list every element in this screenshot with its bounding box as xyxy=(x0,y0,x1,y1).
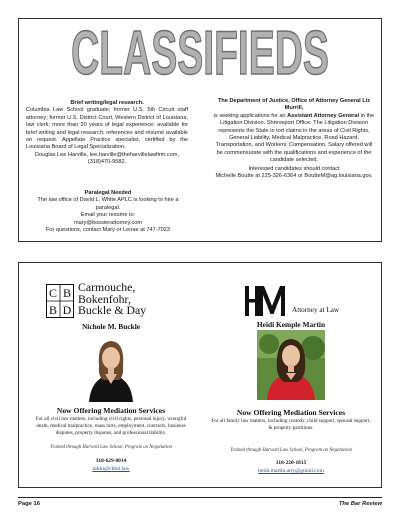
footer-divider xyxy=(18,497,382,498)
offer-description: For all civil law matters, including civil rights, personal injury, wrongful death, medical malpractice, mass torts, employment, contracts, business disputes, property disputes, and professional liability. xyxy=(35,416,187,437)
ad-email: mary@bossierattorney.com xyxy=(73,219,143,226)
hm-monogram-icon xyxy=(244,284,290,318)
mediation-ad-buckle xyxy=(24,268,198,484)
svg-text:D: D xyxy=(62,303,72,317)
ad-department-of-justice xyxy=(212,98,376,180)
firm-name-line: Bokenfohr, xyxy=(78,291,131,306)
attorney-name: Heidi Kemple Martin xyxy=(256,320,326,329)
classifieds-title: CLASSIFIEDS xyxy=(71,18,329,86)
cbbd-monogram-icon xyxy=(46,284,74,318)
classifieds-banner xyxy=(18,14,382,86)
firm-logo xyxy=(46,282,186,322)
ad-contact-phone: (318)470-9582. xyxy=(87,159,127,166)
firm-title: Attorney at Law xyxy=(292,306,340,314)
firm-logo xyxy=(244,284,364,318)
ad-contact-email: Michelle Boutte at 225-326-6364 or BoutteM@ag.louisiana.gov. xyxy=(215,173,373,180)
firm-name-line: Buckle & Day xyxy=(78,303,147,318)
email-link[interactable]: nikki@cbbd.law xyxy=(92,466,130,472)
ad-line: For questions, contact Mary or Lenae at 747-7023 xyxy=(45,227,171,234)
svg-text:B: B xyxy=(48,303,58,317)
ad-heading: Brief writing/legal research. xyxy=(70,100,144,106)
page-number: Page 16 xyxy=(18,501,40,507)
training-note: Trained through Harvard Law School, Program on Negotiation xyxy=(230,448,352,453)
ad-body-text-cont: in the Litigation Division, Shreveport Office. The Litigation Division represents the State in tort claims in the areas of Civil Rights, General Liability, Medical Malpractice, Road Hazard, Transportation, and Workers' Compensation. Salary offered will be commensurate with the qualifications and experience of the candidate selected. xyxy=(215,112,375,164)
phone-number: 318-629-0014 xyxy=(95,458,127,464)
ad-body xyxy=(212,113,376,165)
ad-heading xyxy=(212,98,376,113)
mediation-ad-martin xyxy=(204,268,378,484)
svg-text:C: C xyxy=(48,286,58,300)
ad-body-text: is seeking applications for an xyxy=(213,112,288,119)
ad-contact: Interested candidates should contact xyxy=(248,165,340,172)
offer-description: For all family law matters, including custody, child support, spousal support, & property partitions. xyxy=(211,418,371,432)
firm-name xyxy=(78,282,146,317)
ad-contact: Douglas Lee Harville, lee.harville@theharvillelawfirm.com, xyxy=(34,151,180,158)
ad-heading: Paralegal Needed xyxy=(84,190,132,196)
attorney-photo xyxy=(77,332,145,402)
ad-heading-bold: The Department of Justice, Office of Attorney General Liz Murrill, xyxy=(217,98,371,112)
phone-number: 318-220-1815 xyxy=(275,460,307,466)
offer-title: Now Offering Mediation Services xyxy=(56,406,166,415)
publication-name: The Bar Review xyxy=(338,501,382,507)
ad-line: Email your resume to: xyxy=(80,212,136,219)
attorney-photo xyxy=(257,330,325,400)
svg-text:B: B xyxy=(62,286,72,300)
ad-line: The law office of David L. White APLC is looking to hire a paralegal. xyxy=(37,197,179,211)
email-link[interactable]: heidi.martin.atty@gmail.com xyxy=(258,468,324,474)
offer-title: Now Offering Mediation Services xyxy=(236,408,346,417)
training-note: Trained through Harvard Law School, Program on Negotiation xyxy=(50,445,172,450)
ad-position-title: Assistant Attorney General xyxy=(287,112,360,119)
ad-paralegal xyxy=(30,190,186,234)
ad-brief-writing xyxy=(26,100,188,167)
ad-body: Columbia Law School graduate; former U.S. 5th Circuit staff attorney; former U.S. District Court, Western District of Louisiana, law clerk; more than 20 years of legal experience; available for brief writing and legal research; references and résumé available on request. Appellate Practice specialist, certified by the Louisiana Board of Legal Specialization. xyxy=(26,107,188,151)
firm-name-line: Carmouche, xyxy=(78,280,136,294)
attorney-name: Nichole M. Buckle xyxy=(81,322,141,331)
